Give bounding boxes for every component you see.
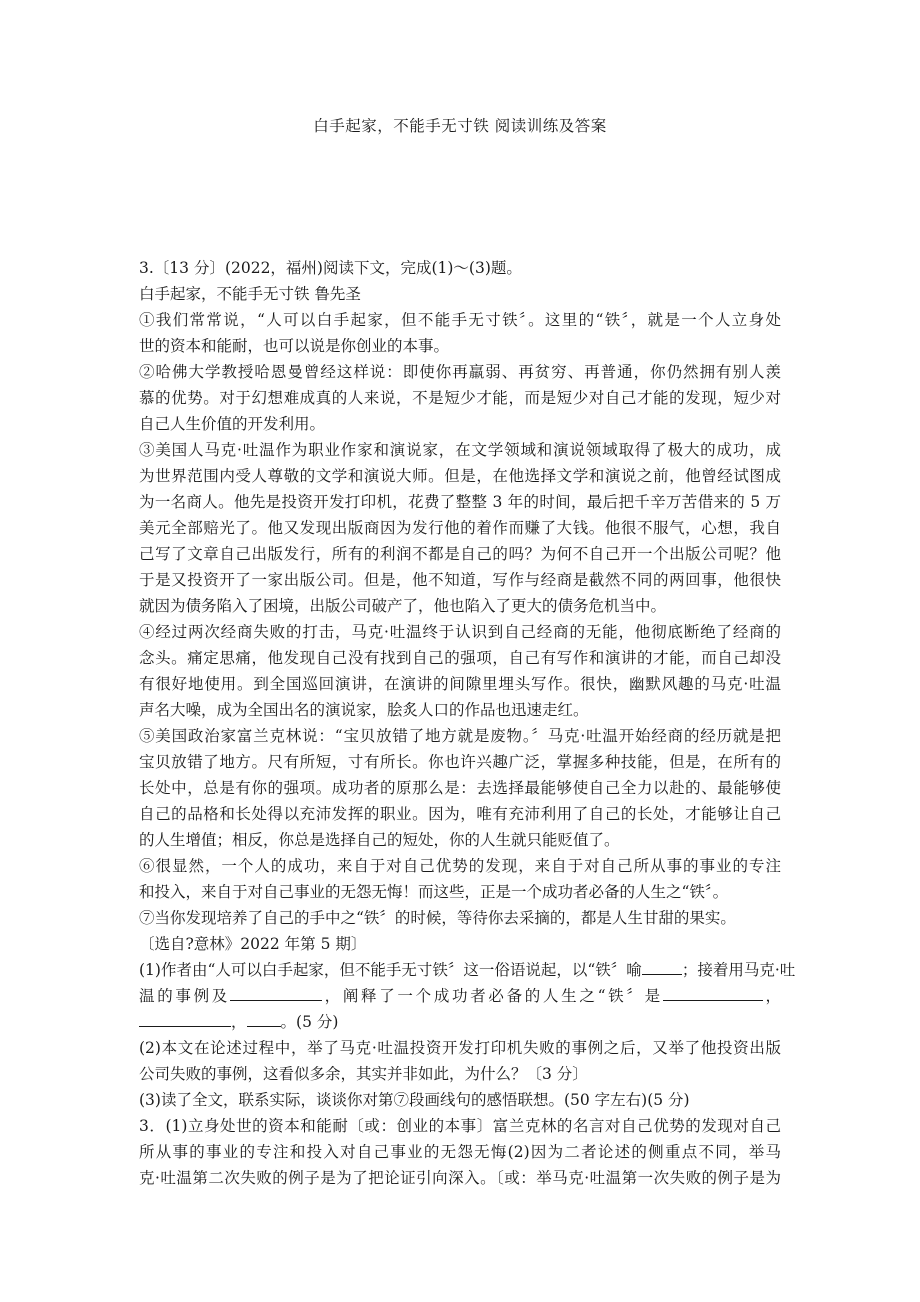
question-1-text: ；接着用马克·吐 (681, 961, 796, 979)
article (139, 255, 781, 957)
answer-blank-3[interactable] (663, 983, 763, 1001)
answer-blank-2[interactable] (230, 983, 322, 1001)
article-line: 为一名商人。他先是投资开发打印机，花费了整整 3 年的时间，最后把千辛万苦借来的 5 万 (139, 493, 781, 511)
answer-line: 克·吐温第二次失败的例子是为了把论证引向深入。〔或：举马克·吐温第一次失败的例子是为 (139, 1169, 781, 1187)
article-line: ⑤美国政治家富兰克林说：“宝贝放错了地方就是废物。〞马克·吐温开始经商的经历就是把 (139, 727, 781, 745)
article-line: 白手起家，不能手无寸铁 鲁先圣 (139, 285, 361, 303)
article-line: ④经过两次经商失败的打击，马克·吐温终于认识到自己经商的无能，他彻底断绝了经商的 (139, 623, 781, 641)
question-1-text: (1)作者由“人可以白手起家，但不能手无寸铁〞这一俗语说起，以“铁〞喻 (139, 961, 642, 979)
article-line: 〔选自?意林》2022 年第 5 期〕 (139, 935, 367, 953)
article-line: 世的资本和能耐，也可以说是你创业的本事。 (139, 337, 450, 355)
article-line: ②哈佛大学教授哈恩曼曾经这样说：即使你再羸弱、再贫穷、再普通，你仍然拥有别人羡 (139, 363, 781, 381)
question-1-line-3 (139, 1009, 781, 1035)
answer-section (139, 1113, 781, 1191)
article-line: ⑦当你发现培养了自己的手中之“铁〞的时候，等待你去采摘的，都是人生甘甜的果实。 (139, 909, 736, 927)
article-line: 宝贝放错了地方。尺有所短，寸有所长。你也许兴趣广泛，掌握多种技能，但是，在所有的 (139, 753, 781, 771)
answer-blank-1[interactable] (642, 957, 682, 975)
answer-line: 3．(1)立身处世的资本和能耐〔或：创业的本事〕富兰克林的名言对自己优势的发现对自己 (139, 1117, 781, 1135)
article-line: 为世界范围内受人尊敬的文学和演说大师。但是，在他选择文学和演说之前，他曾经试图成 (139, 467, 781, 485)
answer-blank-4[interactable] (139, 1009, 231, 1027)
question-2-line-2: 公司失败的事例，这看似多余，其实并非如此，为什么？〔3 分〕 (139, 1065, 588, 1083)
question-3: (3)读了全文，联系实际，谈谈你对第⑦段画线句的感悟联想。(50 字左右)(5 分) (139, 1091, 690, 1109)
question-1-text: ， (231, 1013, 247, 1031)
article-line: 自己人生价值的开发利用。 (139, 415, 326, 433)
article-line: 自己的品格和长处得以充沛发挥的职业。因为，唯有充沛利用了自己的长处，才能够让自己 (139, 805, 781, 823)
article-line: 于是又投资开了一家出版公司。但是，他不知道，写作与经商是截然不同的两回事，他很快 (139, 571, 781, 589)
answer-blank-5[interactable] (247, 1009, 281, 1027)
document-body (139, 255, 796, 1191)
article-line: 的人生增值；相反，你总是选择自己的短处，你的人生就只能贬值了。 (139, 831, 620, 849)
article-line: 长处中，总是有你的强项。成功者的原那么是：去选择最能够使自己全力以赴的、最能够使 (139, 779, 781, 797)
article-line: 慕的优势。对于幻想难成真的人来说，不是短少才能，而是短少对自己才能的发现，短少对 (139, 389, 781, 407)
question-1-line-1 (139, 957, 796, 983)
article-line: 美元全部赔光了。他又发现出版商因为发行他的着作而赚了大钱。他很不服气，心想，我自 (139, 519, 781, 537)
article-line: 有很好地使用。到全国巡回演讲，在演讲的间隙里埋头写作。很快，幽默风趣的马克·吐温 (139, 675, 781, 693)
answer-line: 所从事的事业的专注和投入对自己事业的无怨无悔(2)因为二者论述的侧重点不同，举马 (139, 1143, 781, 1161)
question-1-text: 温的事例及 (139, 987, 230, 1005)
question-1-text: ，阐释了一个成功者必备的人生之“铁〞是 (321, 987, 663, 1005)
question-1-text: 。(5 分) (280, 1013, 339, 1031)
question-1-line-2 (139, 983, 781, 1009)
article-line: ③美国人马克·吐温作为职业作家和演说家，在文学领域和演说领域取得了极大的成功，成 (139, 441, 781, 459)
article-line: 念头。痛定思痛，他发现自己没有找到自己的强项，自己有写作和演讲的才能，而自己却没 (139, 649, 781, 667)
document-title: 白手起家，不能手无寸铁 阅读训练及答案 (313, 117, 607, 135)
article-line: 己写了文章自己出版发行，所有的利润不都是自己的吗？为何不自己开一个出版公司呢？他 (139, 545, 781, 563)
article-line: 就因为债务陷入了困境，出版公司破产了，他也陷入了更大的债务危机当中。 (139, 597, 667, 615)
question-1-text: ， (762, 987, 781, 1005)
article-line: 和投入，来自于对自己事业的无怨无悔！而这些，正是一个成功者必备的人生之“铁〞。 (139, 883, 729, 901)
question-2-line-1: (2)本文在论述过程中，举了马克·吐温投资开发打印机失败的事例之后，又举了他投资出版 (139, 1039, 781, 1057)
article-line: ⑥很显然，一个人的成功，来自于对自己优势的发现，来自于对自己所从事的事业的专注 (139, 857, 781, 875)
article-line: ①我们常常说，“人可以白手起家，但不能手无寸铁〞。这里的“铁〞，就是一个人立身处 (139, 311, 781, 329)
article-line: 声名大噪，成为全国出名的演说家，脍炙人口的作品也迅速走红。 (139, 701, 589, 719)
article-line: 3.〔13 分〕(2022，福州)阅读下文，完成(1)～(3)题。 (139, 259, 522, 277)
